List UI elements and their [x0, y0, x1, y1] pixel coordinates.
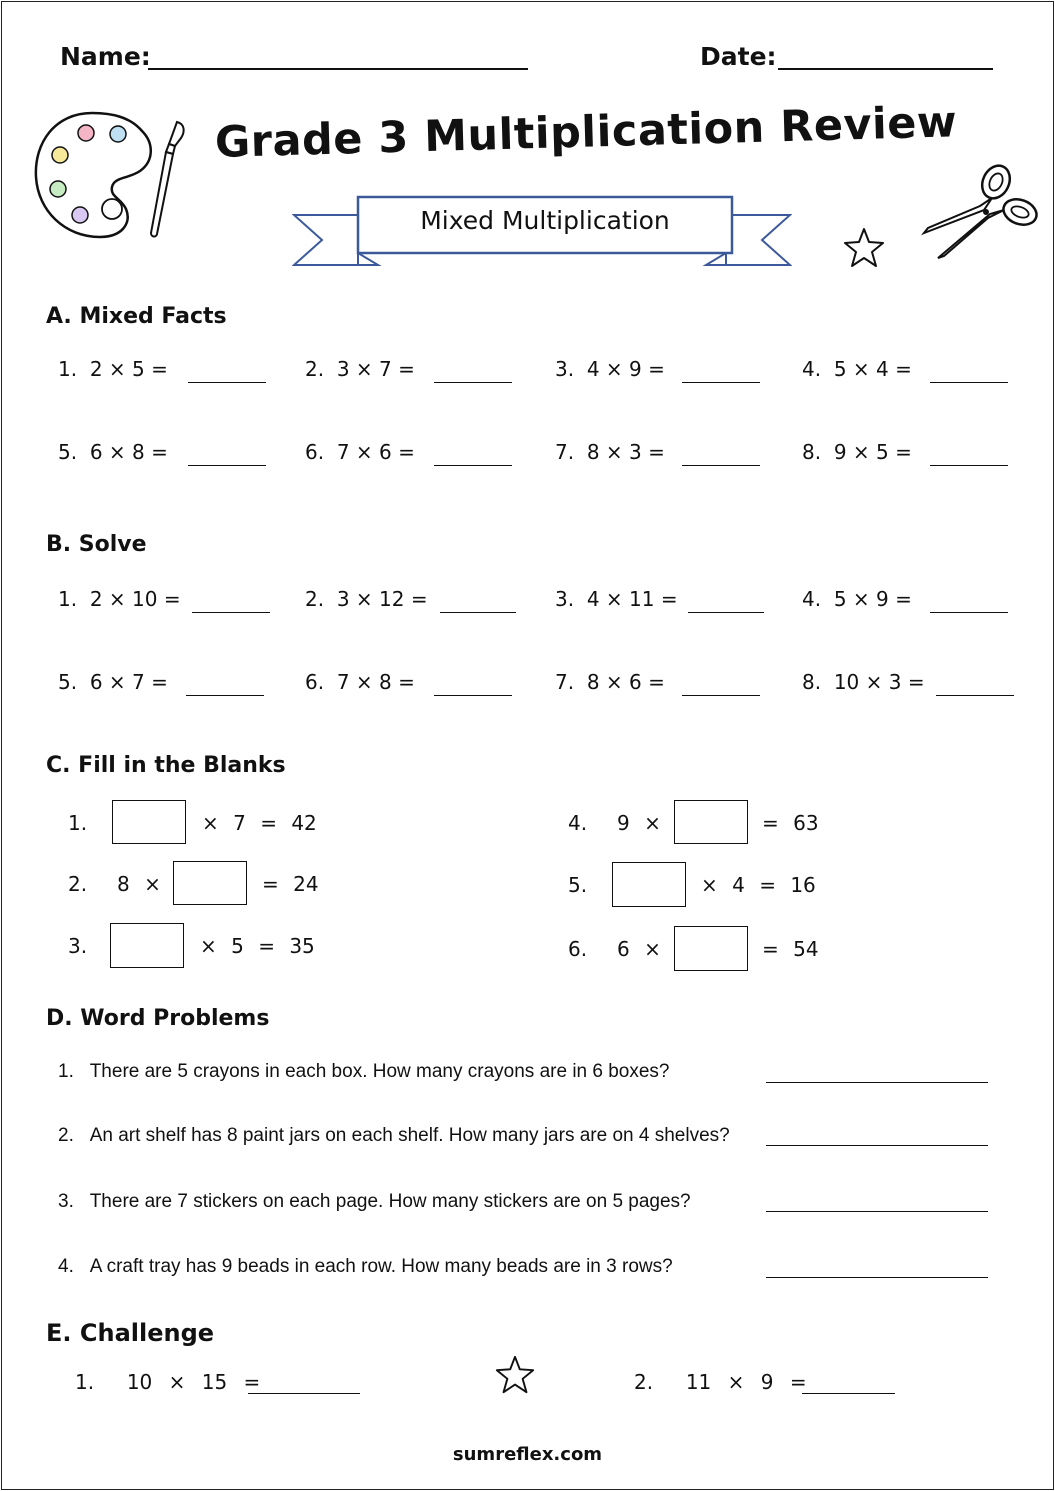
- fill-item-prefix: 6 ×: [617, 937, 661, 961]
- scissors-icon: [918, 158, 1042, 263]
- word-problem: 1. There are 5 crayons in each box. How many crayons are in 6 boxes?: [58, 1061, 670, 1082]
- word-problem: 2. An art shelf has 8 paint jars on each shelf. How many jars are on 4 shelves?: [58, 1125, 730, 1146]
- date-label: Date:: [700, 42, 777, 71]
- answer-box[interactable]: [674, 800, 748, 844]
- fill-item-number: 1.: [68, 811, 88, 835]
- fact-item: 3. 4 × 9 =: [555, 357, 665, 381]
- answer-blank[interactable]: [434, 465, 512, 466]
- fill-item-equation: × 5 = 35: [200, 934, 315, 958]
- answer-blank[interactable]: [936, 695, 1014, 696]
- answer-box[interactable]: [112, 800, 186, 844]
- answer-blank[interactable]: [192, 612, 270, 613]
- answer-blank[interactable]: [188, 382, 266, 383]
- fact-item: 5. 6 × 8 =: [58, 440, 168, 464]
- name-line[interactable]: [148, 68, 528, 70]
- fill-item-number: 6.: [568, 937, 588, 961]
- solve-item: 4. 5 × 9 =: [802, 587, 912, 611]
- answer-blank[interactable]: [186, 695, 264, 696]
- fill-item-number: 5.: [568, 873, 588, 897]
- answer-line[interactable]: [766, 1145, 988, 1146]
- fill-item-prefix: 8 ×: [117, 872, 161, 896]
- page-title: Grade 3 Multiplication Review: [214, 97, 958, 168]
- word-problem: 4. A craft tray has 9 beads in each row. How many beads are in 3 rows?: [58, 1256, 673, 1277]
- fact-item: 2. 3 × 7 =: [305, 357, 415, 381]
- answer-blank[interactable]: [248, 1393, 360, 1394]
- challenge-item: 2. 11 × 9 =: [634, 1370, 807, 1394]
- solve-item: 2. 3 × 12 =: [305, 587, 428, 611]
- section-c-heading: C. Fill in the Blanks: [46, 753, 286, 778]
- fill-item-prefix: 9 ×: [617, 811, 661, 835]
- fill-item-number: 2.: [68, 872, 88, 896]
- star-icon: [842, 226, 886, 270]
- answer-box[interactable]: [612, 862, 686, 907]
- fact-item: 6. 7 × 6 =: [305, 440, 415, 464]
- fill-item-equation: × 7 = 42: [202, 811, 317, 835]
- answer-blank[interactable]: [930, 612, 1008, 613]
- solve-item: 8. 10 × 3 =: [802, 670, 925, 694]
- answer-blank[interactable]: [930, 465, 1008, 466]
- answer-blank[interactable]: [188, 465, 266, 466]
- answer-blank[interactable]: [682, 465, 760, 466]
- solve-item: 6. 7 × 8 =: [305, 670, 415, 694]
- fact-item: 8. 9 × 5 =: [802, 440, 912, 464]
- palette-icon: [30, 105, 160, 245]
- section-a-heading: A. Mixed Facts: [46, 304, 227, 329]
- answer-blank[interactable]: [688, 612, 764, 613]
- answer-line[interactable]: [766, 1211, 988, 1212]
- section-e-heading: E. Challenge: [46, 1319, 215, 1347]
- answer-box[interactable]: [110, 923, 184, 968]
- answer-blank[interactable]: [434, 382, 512, 383]
- star-icon: [494, 1354, 536, 1396]
- fill-item-equation: = 54: [762, 937, 819, 961]
- footer-site: sumreflex.com: [452, 1444, 603, 1465]
- solve-item: 3. 4 × 11 =: [555, 587, 678, 611]
- fact-item: 7. 8 × 3 =: [555, 440, 665, 464]
- answer-box[interactable]: [674, 926, 748, 971]
- fill-item-number: 4.: [568, 811, 588, 835]
- answer-blank[interactable]: [930, 382, 1008, 383]
- fill-item-equation: = 24: [262, 872, 319, 896]
- challenge-item: 1. 10 × 15 =: [75, 1370, 261, 1394]
- answer-blank[interactable]: [434, 695, 512, 696]
- section-b-heading: B. Solve: [46, 532, 147, 557]
- solve-item: 7. 8 × 6 =: [555, 670, 665, 694]
- word-problem: 3. There are 7 stickers on each page. How many stickers are on 5 pages?: [58, 1191, 691, 1212]
- paintbrush-icon: [145, 118, 190, 243]
- name-label: Name:: [60, 42, 151, 71]
- page-subtitle: Mixed Multiplication: [420, 206, 670, 235]
- solve-item: 1. 2 × 10 =: [58, 587, 181, 611]
- answer-blank[interactable]: [682, 382, 760, 383]
- answer-blank[interactable]: [682, 695, 760, 696]
- answer-blank[interactable]: [440, 612, 516, 613]
- answer-box[interactable]: [173, 861, 247, 905]
- solve-item: 5. 6 × 7 =: [58, 670, 168, 694]
- fact-item: 4. 5 × 4 =: [802, 357, 912, 381]
- fill-item-equation: × 4 = 16: [701, 873, 816, 897]
- answer-line[interactable]: [766, 1277, 988, 1278]
- fill-item-equation: = 63: [762, 811, 819, 835]
- fill-item-number: 3.: [68, 934, 88, 958]
- answer-line[interactable]: [766, 1082, 988, 1083]
- fact-item: 1. 2 × 5 =: [58, 357, 168, 381]
- section-d-heading: D. Word Problems: [46, 1006, 270, 1031]
- answer-blank[interactable]: [802, 1393, 895, 1394]
- date-line[interactable]: [778, 68, 993, 70]
